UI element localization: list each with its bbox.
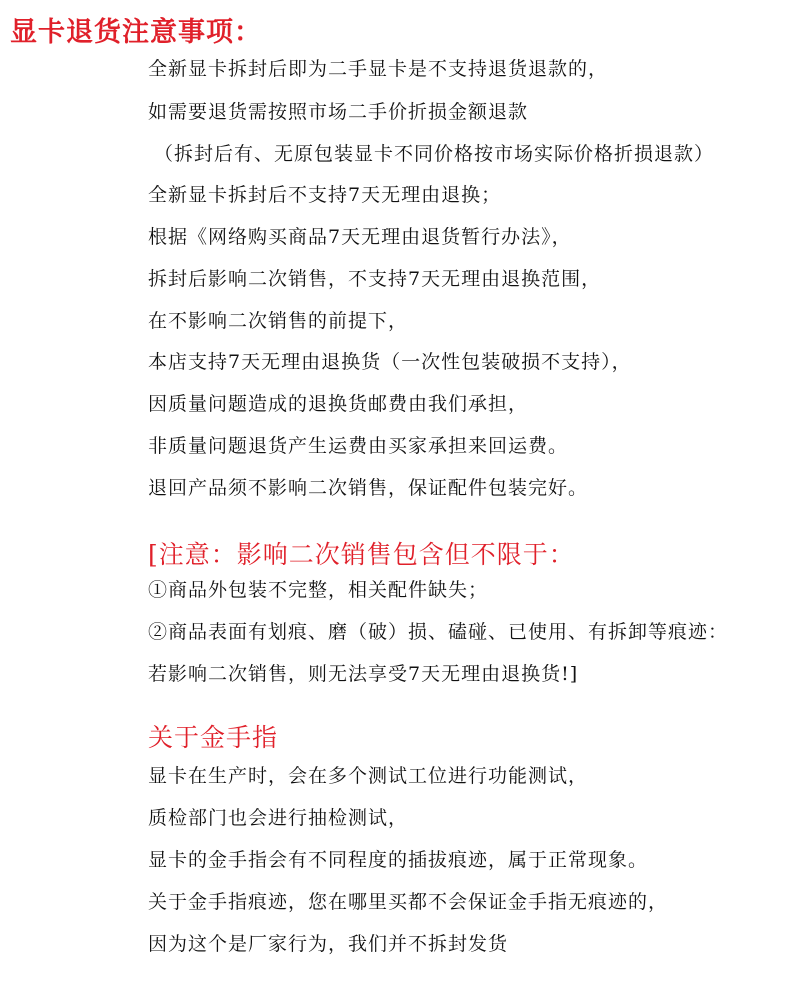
gold-finger-line-5: 因为这个是厂家行为，我们并不拆封发货	[148, 933, 509, 955]
gold-finger-line-3: 显卡的金手指会有不同程度的插拔痕迹，属于正常现象。	[148, 849, 649, 871]
returns-line-3: （拆封后有、无原包装显卡不同价格按市场实际价格折损退款）	[154, 143, 715, 165]
returns-line-2: 如需要退货需按照市场二手价折损金额退款	[148, 101, 529, 123]
returns-line-8: 本店支持7天无理由退换货（一次性包装破损不支持），	[148, 351, 632, 373]
returns-line-1: 全新显卡拆封后即为二手显卡是不支持退货退款的，	[148, 58, 609, 80]
gold-finger-line-1: 显卡在生产时，会在多个测试工位进行功能测试，	[148, 765, 589, 787]
returns-line-10: 非质量问题退货产生运费由买家承担来回运费。	[148, 435, 569, 457]
returns-line-9: 因质量问题造成的退换货邮费由我们承担，	[148, 393, 529, 415]
notice-title: [注意：影响二次销售包含但不限于：	[148, 540, 575, 569]
returns-line-4: 全新显卡拆封后不支持7天无理由退换；	[148, 184, 502, 206]
returns-line-7: 在不影响二次销售的前提下，	[148, 310, 409, 332]
gold-finger-title: 关于金手指	[148, 723, 279, 752]
gold-finger-line-4: 关于金手指痕迹，您在哪里买都不会保证金手指无痕迹的，	[148, 891, 669, 913]
notice-line-1: ①商品外包装不完整，相关配件缺失；	[148, 579, 489, 601]
returns-title: 显卡退货注意事项：	[10, 17, 262, 48]
notice-line-3: 若影响二次销售，则无法享受7天无理由退换货!]	[148, 663, 579, 685]
notice-line-2: ②商品表面有划痕、磨（破）损、磕碰、已使用、有拆卸等痕迹：	[148, 621, 729, 643]
gold-finger-line-2: 质检部门也会进行抽检测试，	[148, 807, 409, 829]
returns-line-11: 退回产品须不影响二次销售，保证配件包装完好。	[148, 477, 589, 499]
returns-line-5: 根据《网络购买商品7天无理由退货暂行办法》，	[148, 226, 572, 248]
returns-line-6: 拆封后影响二次销售，不支持7天无理由退换范围，	[148, 268, 602, 290]
